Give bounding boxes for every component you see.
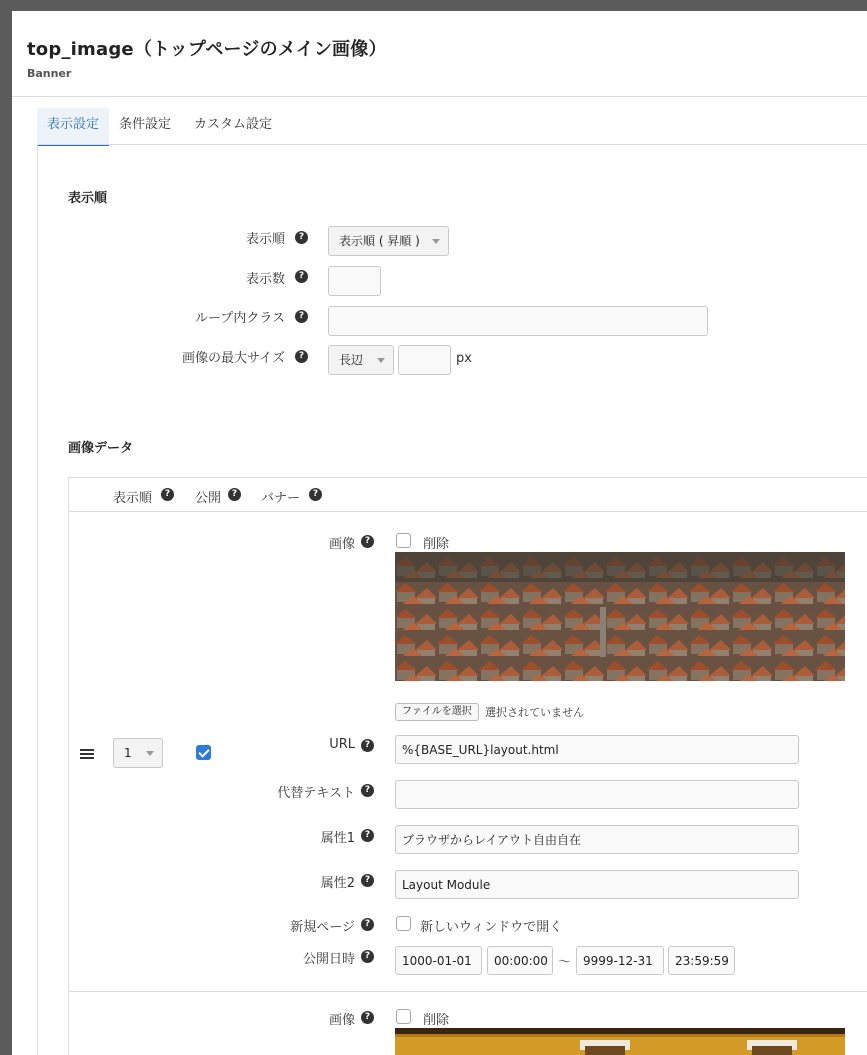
delete-checkbox[interactable]: [396, 533, 411, 548]
help-icon[interactable]: ?: [361, 918, 374, 931]
count-label: 表示数: [245, 272, 285, 287]
page-subtitle: Banner: [27, 67, 72, 80]
image-data-table: [68, 477, 867, 1055]
delete-label: 削除: [423, 1013, 450, 1028]
help-icon[interactable]: ?: [295, 270, 308, 283]
page-title: top_image（トップページのメイン画像）: [27, 39, 387, 60]
max-size-label: 画像の最大サイズ: [182, 351, 285, 366]
help-icon[interactable]: ?: [295, 350, 308, 363]
max-size-select[interactable]: [328, 345, 394, 375]
drag-handle-icon[interactable]: [80, 749, 94, 759]
help-icon[interactable]: ?: [309, 488, 322, 501]
publish-start-date[interactable]: 1000-01-01: [395, 946, 482, 975]
tab-custom-settings[interactable]: カスタム設定: [194, 117, 273, 132]
loop-class-input[interactable]: [328, 306, 708, 336]
tab-content: [37, 144, 867, 1055]
modal-window: [12, 11, 867, 1055]
help-icon[interactable]: ?: [161, 488, 174, 501]
publish-end-time[interactable]: 23:59:59: [668, 946, 735, 975]
order-label: 表示順: [245, 232, 285, 247]
attr1-input[interactable]: ブラウザからレイアウト自由自在: [395, 825, 799, 854]
url-input[interactable]: %{BASE_URL}layout.html: [395, 735, 799, 764]
chevron-down-icon: [146, 751, 154, 756]
divider: [69, 991, 867, 992]
new-window-label: 新しいウィンドウで開く: [420, 920, 563, 935]
image-label: 画像: [328, 1013, 355, 1028]
date-range-separator: 〜: [558, 955, 572, 970]
max-size-input[interactable]: [398, 345, 451, 375]
publish-date-label: 公開日時: [302, 952, 355, 967]
tab-condition-settings[interactable]: 条件設定: [119, 117, 172, 132]
max-size-select-value: 長辺: [339, 353, 364, 367]
help-icon[interactable]: ?: [361, 1011, 374, 1024]
column-header-banner: バナー: [261, 491, 301, 506]
publish-end-date[interactable]: 9999-12-31: [576, 946, 664, 975]
attr1-label: 属性1: [320, 831, 355, 846]
chevron-down-icon: [377, 358, 385, 363]
alt-text-label: 代替テキスト: [277, 786, 355, 801]
tab-display-settings[interactable]: 表示設定: [37, 108, 109, 146]
help-icon[interactable]: ?: [361, 829, 374, 842]
divider: [69, 511, 867, 512]
banner-image-facade: [395, 1028, 845, 1055]
column-header-published: 公開: [195, 491, 222, 506]
url-label: URL: [329, 737, 355, 752]
help-icon[interactable]: ?: [295, 310, 308, 323]
delete-label: 削除: [423, 537, 450, 552]
banner-image-rooftops: [395, 552, 845, 681]
max-size-unit: px: [456, 351, 472, 366]
published-checkbox[interactable]: [196, 745, 211, 760]
attr2-input[interactable]: Layout Module: [395, 870, 799, 899]
help-icon[interactable]: ?: [228, 488, 241, 501]
row-order-select[interactable]: [113, 738, 163, 768]
help-icon[interactable]: ?: [361, 535, 374, 548]
chevron-down-icon: [432, 239, 440, 244]
help-icon[interactable]: ?: [361, 784, 374, 797]
help-icon[interactable]: ?: [361, 739, 374, 752]
section-title-image-data: 画像データ: [68, 441, 134, 456]
attr2-label: 属性2: [320, 876, 355, 891]
help-icon[interactable]: ?: [295, 231, 308, 244]
file-select-button[interactable]: ファイルを選択: [395, 703, 479, 721]
alt-text-input[interactable]: [395, 780, 799, 809]
delete-checkbox[interactable]: [396, 1009, 411, 1024]
help-icon[interactable]: ?: [361, 950, 374, 963]
section-title-display-order: 表示順: [68, 191, 108, 206]
row-order-value: 1: [124, 746, 132, 760]
order-select-value: 表示順 ( 昇順 ): [339, 234, 420, 248]
help-icon[interactable]: ?: [361, 874, 374, 887]
image-label: 画像: [328, 537, 355, 552]
header: [12, 11, 867, 97]
new-page-label: 新規ページ: [290, 920, 355, 935]
order-select[interactable]: [328, 226, 449, 256]
publish-start-time[interactable]: 00:00:00: [487, 946, 553, 975]
count-input[interactable]: [328, 266, 381, 296]
loop-class-label: ループ内クラス: [195, 311, 285, 326]
file-status: 選択されていません: [485, 706, 584, 719]
new-window-checkbox[interactable]: [396, 916, 411, 931]
column-header-order: 表示順: [113, 491, 153, 506]
